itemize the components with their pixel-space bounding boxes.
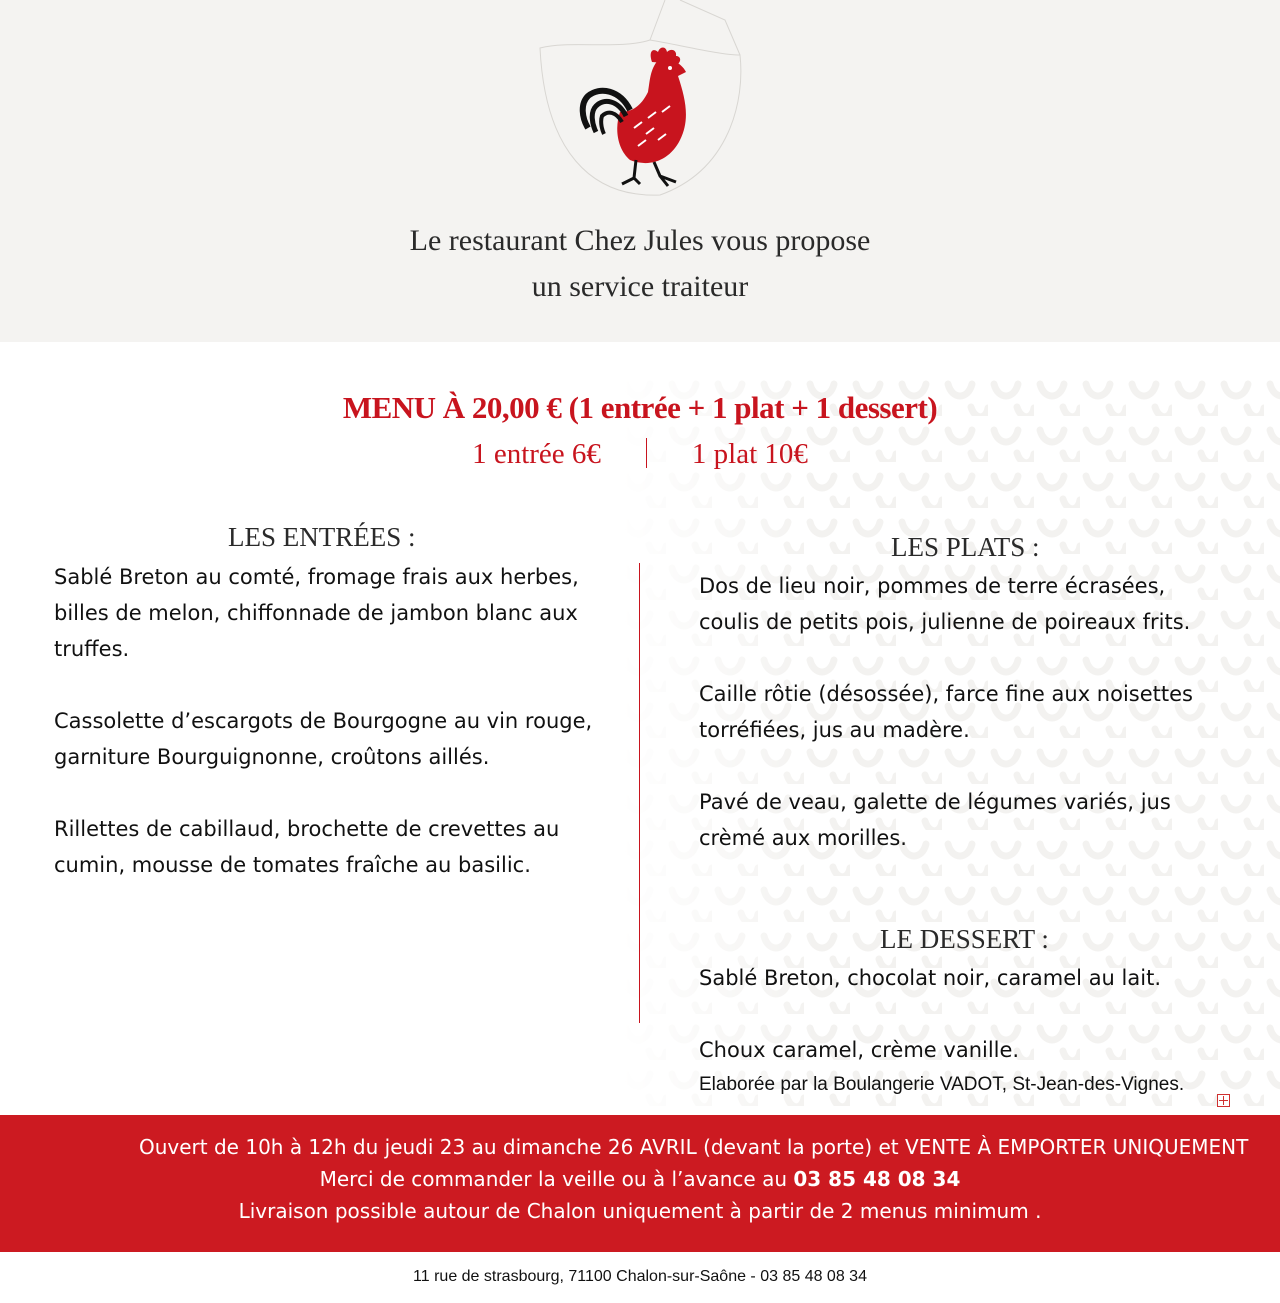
header [0, 0, 1280, 342]
plats-heading: LES PLATS : [891, 532, 1040, 562]
price-entree: 1 entrée 6€ [472, 438, 601, 470]
phone-number[interactable]: 03 85 48 08 34 [793, 1167, 961, 1191]
order-info [0, 1167, 1280, 1191]
plats-list [699, 568, 1229, 856]
intro-line-1: Le restaurant Chez Jules vous propose [409, 224, 871, 257]
intro-text [0, 218, 1280, 310]
bakery-note: Elaborée par la Boulangerie VADOT, St-Jean-des-Vignes. [699, 1074, 1185, 1095]
entree-item: Rillettes de cabillaud, brochette de crevettes au cumin, mousse de tomates fraîche au basilic. [54, 817, 560, 877]
entrees-heading: LES ENTRÉES : [228, 522, 416, 552]
entrees-list [54, 559, 599, 883]
info-band [0, 1115, 1280, 1252]
dessert-heading: LE DESSERT : [880, 924, 1049, 954]
price-plat: 1 plat 10€ [691, 438, 808, 470]
price-separator [646, 438, 647, 468]
intro-line-2: un service traiteur [531, 270, 749, 303]
rooster-logo [530, 0, 750, 200]
plat-item: Pavé de veau, galette de légumes variés, jus crèmé aux morilles. [699, 790, 1171, 850]
dessert-item: Choux caramel, crème vanille. [699, 1038, 1020, 1062]
dessert-item: Sablé Breton, chocolat noir, caramel au lait. [699, 966, 1161, 990]
address: 11 rue de strasbourg, 71100 Chalon-sur-Saône - 03 85 48 08 34 [413, 1268, 867, 1285]
menu-title: MENU À 20,00 € (1 entrée + 1 plat + 1 dessert) [342, 390, 938, 425]
entree-item: Sablé Breton au comté, fromage frais aux herbes, billes de melon, chiffonnade de jambon blanc aux truffes. [54, 565, 579, 661]
order-text: Merci de commander la veille ou à l’avance au [319, 1167, 794, 1191]
expand-icon[interactable] [1217, 1094, 1230, 1107]
entree-item: Cassolette d’escargots de Bourgogne au vin rouge, garniture Bourguignonne, croûtons aillés. [54, 709, 593, 769]
menu-prices [0, 438, 1280, 471]
opening-hours: Ouvert de 10h à 12h du jeudi 23 au dimanche 26 AVRIL (devant la porte) et VENTE À EMPORTER UNIQUEMENT [139, 1135, 1249, 1159]
dessert-list [699, 960, 1229, 1068]
plat-item: Dos de lieu noir, pommes de terre écrasées, coulis de petits pois, julienne de poireaux frits. [699, 574, 1191, 634]
column-divider [639, 563, 640, 1023]
plat-item: Caille rôtie (désossée), farce fine aux noisettes torréfiées, jus au madère. [699, 682, 1193, 742]
delivery-info: Livraison possible autour de Chalon uniquement à partir de 2 menus minimum . [238, 1199, 1042, 1223]
